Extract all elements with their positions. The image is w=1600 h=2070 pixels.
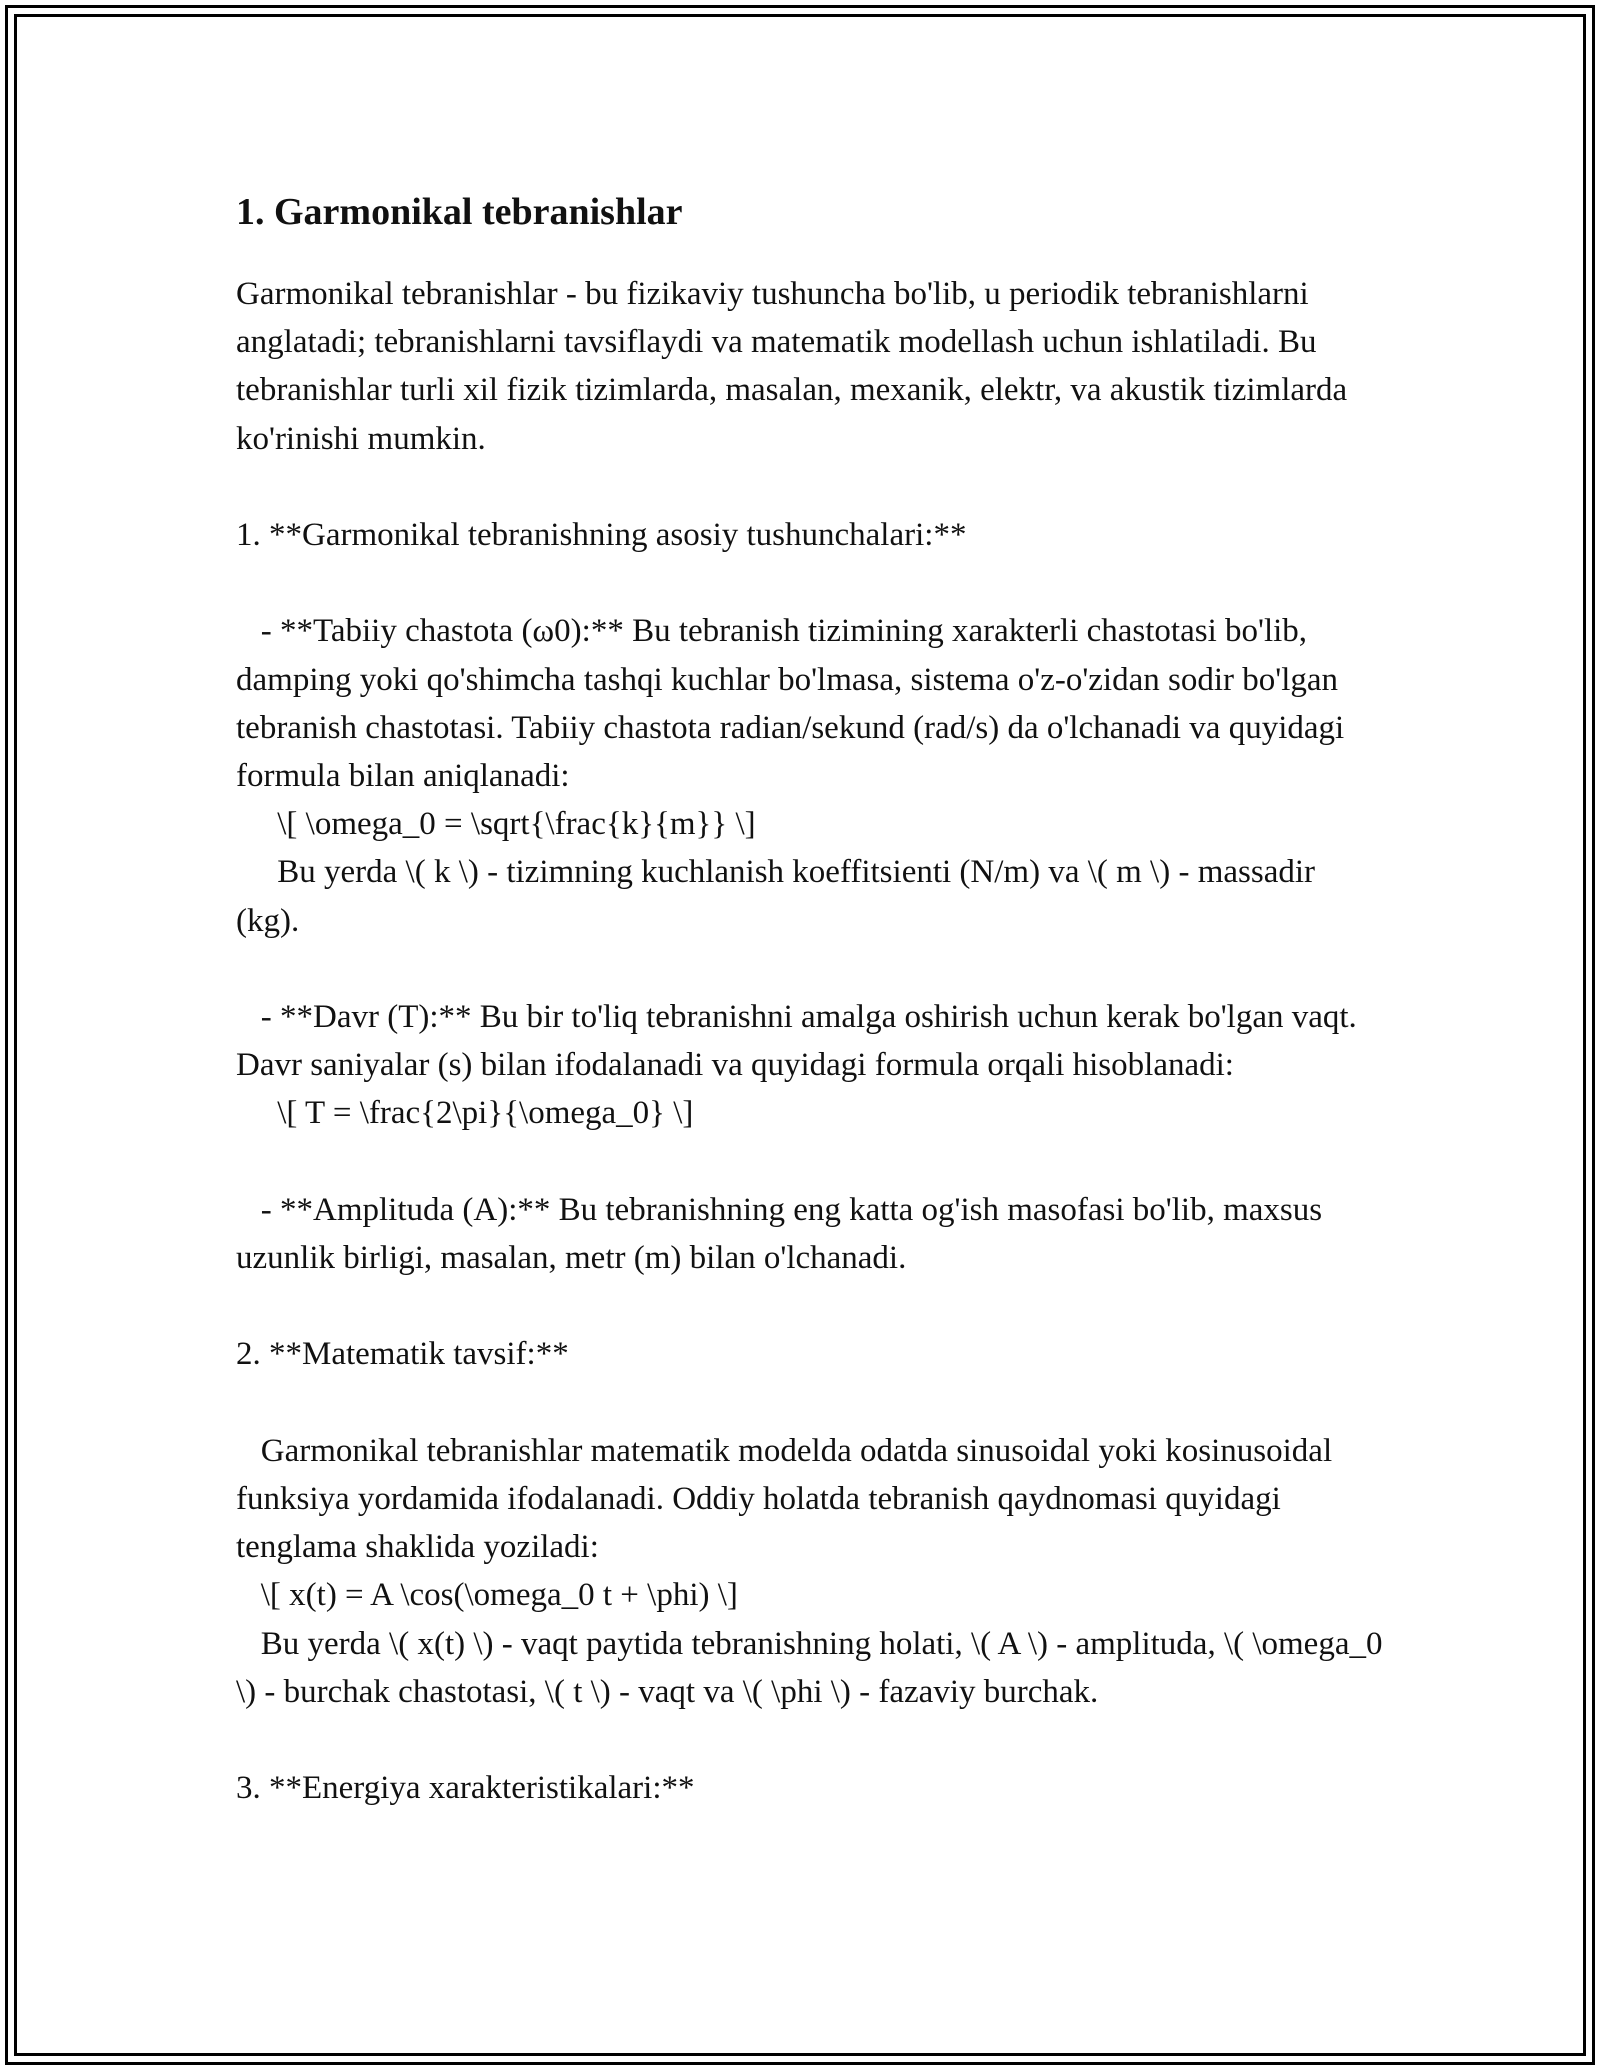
document-body: Garmonikal tebranishlar - bu fizikaviy tushuncha bo'lib, u periodik tebranishlarni anglatadi; tebranishlarni tavsiflaydi va matematik modellash uchun ishlatiladi. Bu tebranishlar turli xil fizik tizimlarda, masalan, mexanik, elektr, va akustik tizimlarda ko'rinishi mumkin. 1. **Garmonikal tebranishning asosiy tushunchalari:** - **Tabiiy chastota (ω0):** Bu tebranish tizimining xarakterli chastotasi bo'lib, damping yoki qo'shimcha tashqi kuchlar bo'lmasa, sistema o'z-o'zidan sodir bo'lgan tebranish chastotasi. Tabiiy chastota radian/sekund (rad/s) da o'lchanadi va quyidagi formula bilan aniqlanadi: \[ \omega_0 = \sqrt{\frac{k}{m}} \] Bu yerda \( k \) - tizimning kuchlanish koeffitsienti (N/m) va \( m \) - massadir (kg). - **Davr (T):** Bu bir to'liq tebranishni amalga oshirish uchun kerak bo'lgan vaqt. Davr saniyalar (s) bilan ifodalanadi va quyidagi formula orqali hisoblanadi: \[ T = \frac{2\pi}{\omega_0} \] - **Amplituda (A):** Bu tebranishning eng katta og'ish masofasi bo'lib, maxsus uzunlik birligi, masalan, metr (m) bilan o'lchanadi. 2. **Matematik tavsif:** Garmonikal tebranishlar matematik modelda odatda sinusoidal yoki kosinusoidal funksiya yordamida ifodalanadi. Oddiy holatda tebranish qaydnomasi quyidagi tenglama shaklida yoziladi: \[ x(t) = A \cos(\omega_0 t + \phi) \] Bu yerda \( x(t) \) - vaqt paytida tebranishning holati, \( A \) - amplituda, \( \omega_0 \) - burchak chastotasi, \( t \) - vaqt va \( \phi \) - fazaviy burchak. 3. **Energiya xarakteristikalari:** <box>236 276 1383 1807</box>
document-heading: 1. Garmonikal tebranishlar <box>236 191 683 233</box>
document-content <box>236 186 1386 1813</box>
